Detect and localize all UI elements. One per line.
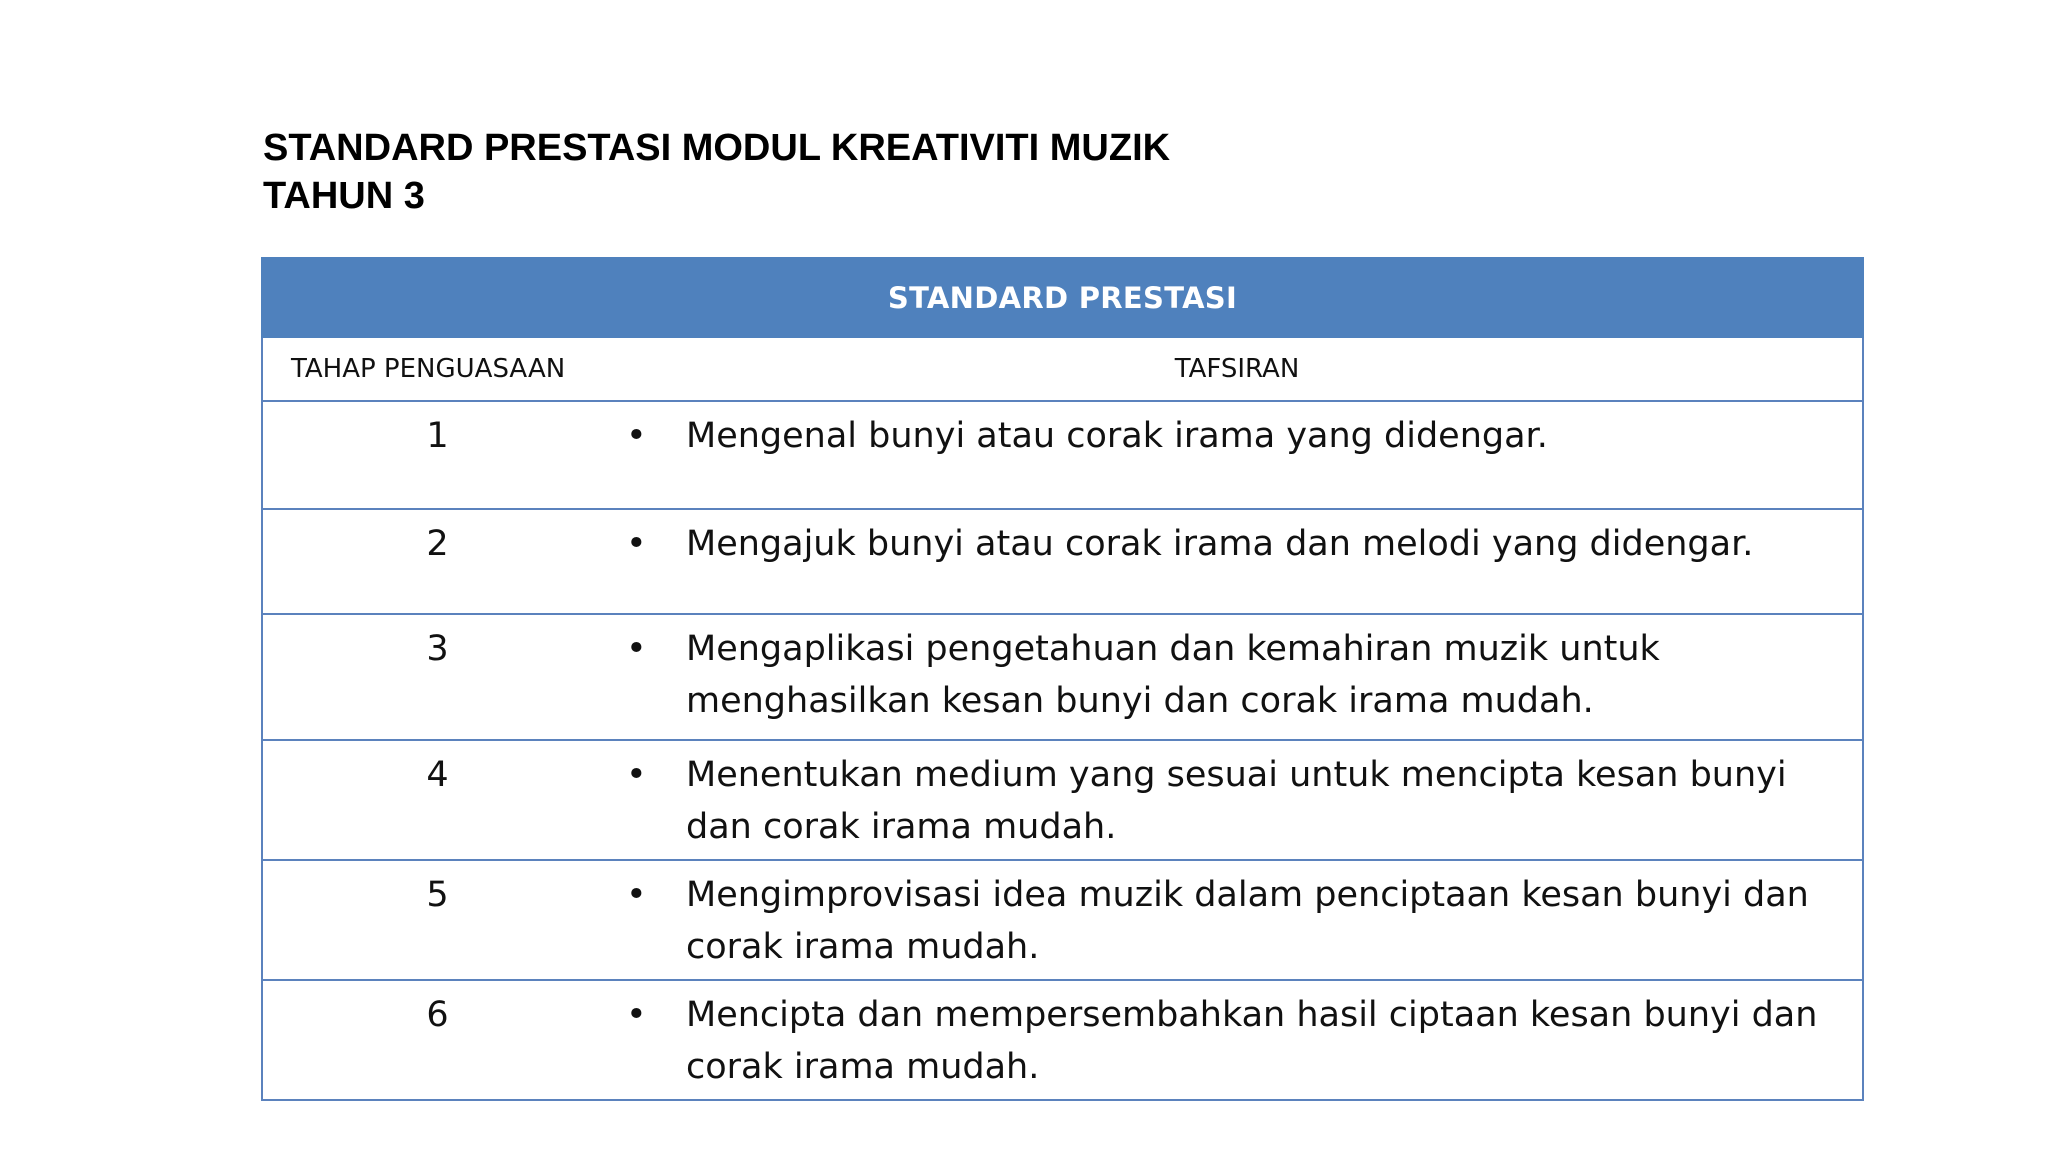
page-title [263,124,1170,220]
bullet-icon: • [626,995,647,1035]
standard-prestasi-table [261,257,1864,1101]
level-cell: 3 [262,614,612,740]
table-row [262,614,1863,740]
bullet-icon: • [626,629,647,669]
description-cell [612,401,1863,509]
description-cell [612,980,1863,1100]
description-text: Mencipta dan mempersembahkan hasil ciptaan kesan bunyi dan corak irama mudah. [686,995,1818,1087]
level-cell: 5 [262,860,612,980]
column-header-level: TAHAP PENGUASAAN [262,337,612,401]
bullet-icon: • [626,755,647,795]
description-text: Mengenal bunyi atau corak irama yang didengar. [686,416,1548,456]
description-cell [612,509,1863,614]
title-line-2: TAHUN 3 [263,175,425,217]
table-row [262,860,1863,980]
description-text: Mengajuk bunyi atau corak irama dan melodi yang didengar. [686,524,1754,564]
description-text: Mengimprovisasi idea muzik dalam penciptaan kesan bunyi dan corak irama mudah. [686,875,1809,967]
level-cell: 4 [262,740,612,860]
level-cell: 1 [262,401,612,509]
table-row [262,509,1863,614]
table-banner: STANDARD PRESTASI [262,258,1863,337]
description-cell [612,614,1863,740]
bullet-icon: • [626,875,647,915]
description-text: Menentukan medium yang sesuai untuk mencipta kesan bunyi dan corak irama mudah. [686,755,1787,847]
description-text: Mengaplikasi pengetahuan dan kemahiran muzik untuk menghasilkan kesan bunyi dan corak irama mudah. [686,629,1660,721]
bullet-icon: • [626,524,647,564]
level-cell: 2 [262,509,612,614]
table-row [262,980,1863,1100]
table-row [262,401,1863,509]
level-cell: 6 [262,980,612,1100]
bullet-icon: • [626,416,647,456]
table-row [262,740,1863,860]
description-cell [612,740,1863,860]
column-header-description: TAFSIRAN [612,337,1863,401]
description-cell [612,860,1863,980]
title-line-1: STANDARD PRESTASI MODUL KREATIVITI MUZIK [263,127,1171,169]
